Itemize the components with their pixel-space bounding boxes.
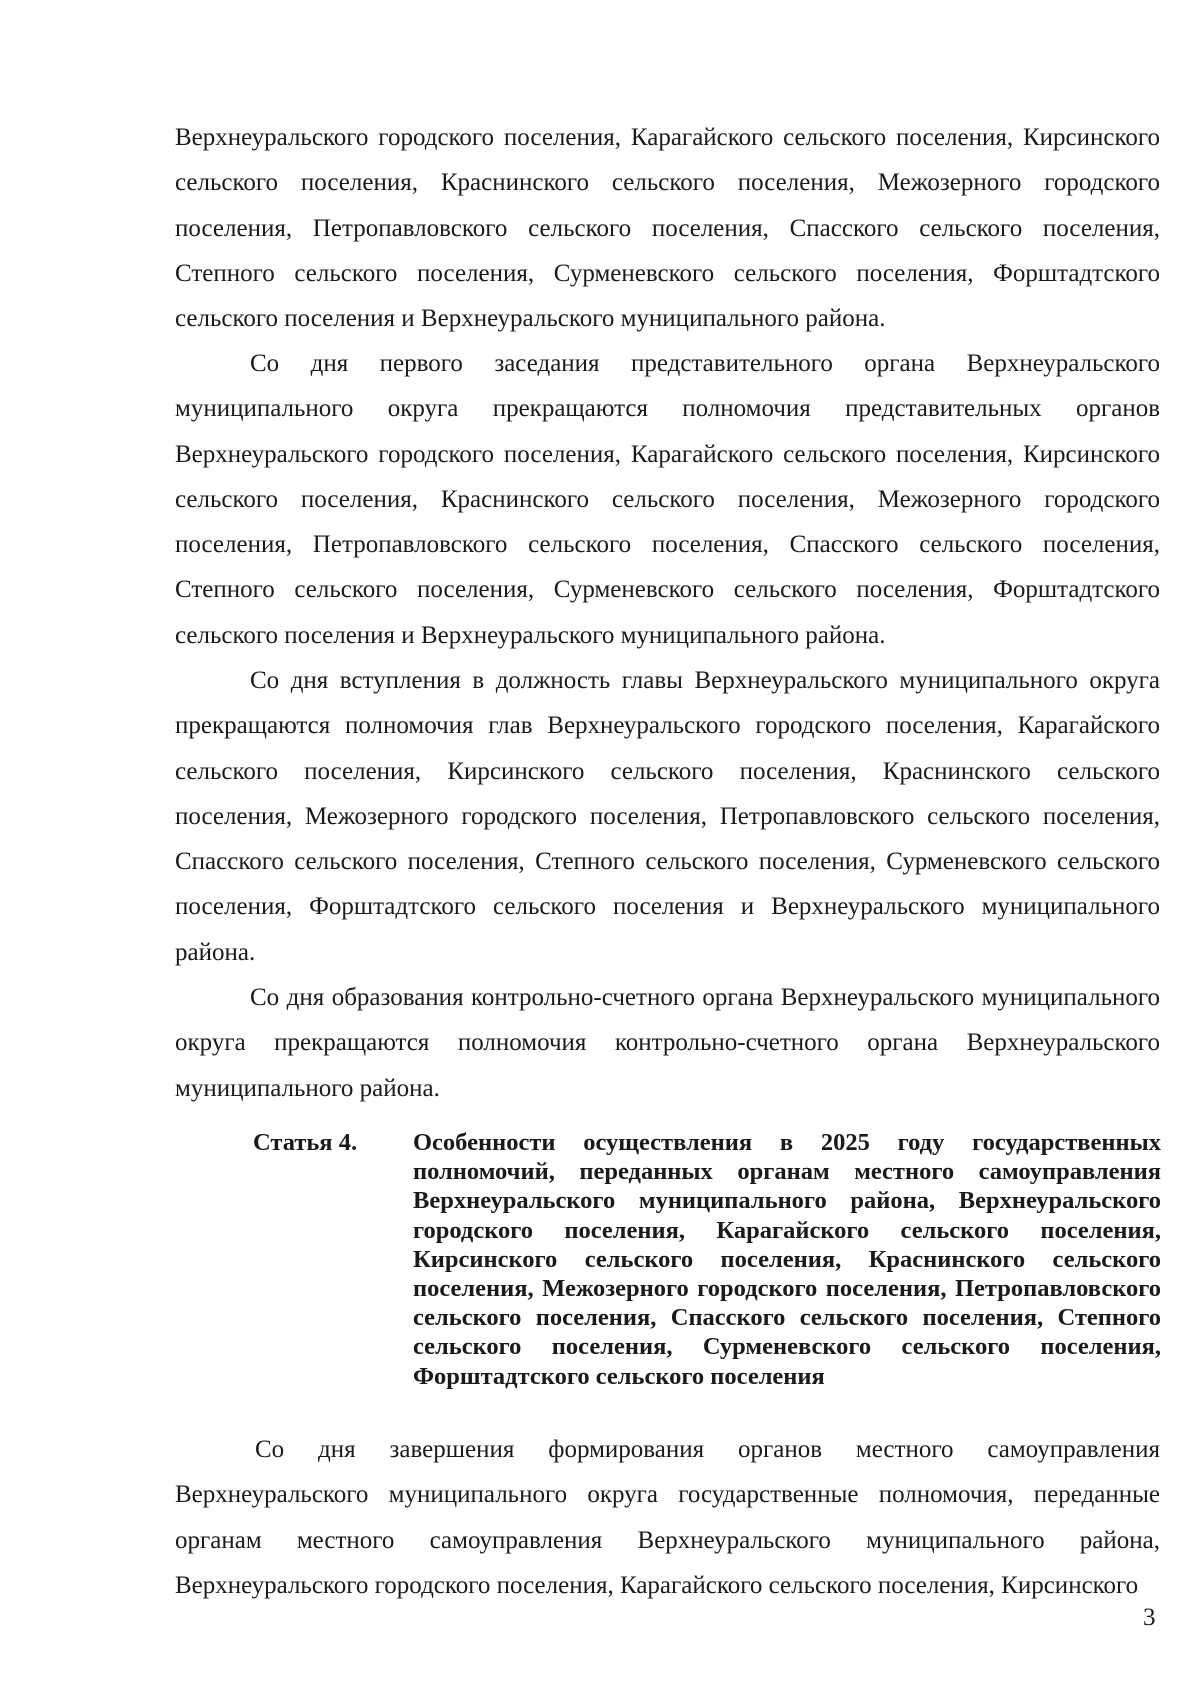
page-number: 3 [1143, 1604, 1156, 1631]
paragraph-representative-bodies: Со дня первого заседания представительного органа Верхнеуральского муниципального округа прекращаются полномочия представительных органов Верхнеуральского городского поселения, Карагайского сельского поселения, Кирсинского сельского поселения, Краснинского сельского поселения, Межозерного городского поселения, Петропавловского сельского поселения, Спасского сельского поселения, Степного сельского поселения, Сурменевского сельского поселения, Форштадтского сельского поселения и Верхнеуральского муниципального района. [175, 350, 1160, 649]
paragraph-heads: Со дня вступления в должность главы Верхнеуральского муниципального округа прекращаются полномочия глав Верхнеуральского городского поселения, Карагайского сельского поселения, Кирсинского сельского поселения, Краснинского сельского поселения, Межозерного городского поселения, Петропавловского сельского поселения, Спасского сельского поселения, Степного сельского поселения, Сурменевского сельского поселения, Форштадтского сельского поселения и Верхнеуральского муниципального района. [175, 667, 1160, 966]
article-title: Особенности осуществления в 2025 году государственных полномочий, переданных органам местного самоуправления Верхнеуральского муниципального района, Верхнеуральского городского поселения, Карагайского сельского поселения, Кирсинского сельского поселения, Краснинского сельского поселения, Межозерного городского поселения, Петропавловского сельского поселения, Спасского сельского поселения, Степного сельского поселения, Сурменевского сельского поселения, Форштадтского сельского поселения [413, 1129, 1161, 1390]
paragraph-continuation: Верхнеуральского городского поселения, Карагайского сельского поселения, Кирсинского сельского поселения, Краснинского сельского поселения, Межозерного городского поселения, Петропавловского сельского поселения, Спасского сельского поселения, Степного сельского поселения, Сурменевского сельского поселения, Форштадтского сельского поселения и Верхнеуральского муниципального района. [175, 124, 1160, 333]
paragraph-audit-body: Со дня образования контрольно-счетного органа Верхнеуральского муниципального округа прекращаются полномочия контрольно-счетного органа Верхнеуральского муниципального района. [175, 984, 1160, 1102]
paragraph-state-powers: Со дня завершения формирования органов местного самоуправления Верхнеуральского муниципального округа государственные полномочия, переданные органам местного самоуправления Верхнеуральского муниципального района, Верхнеуральского городского поселения, Карагайского сельского поселения, Кирсинского [175, 1436, 1160, 1599]
article-number: Статья 4. [253, 1129, 358, 1156]
